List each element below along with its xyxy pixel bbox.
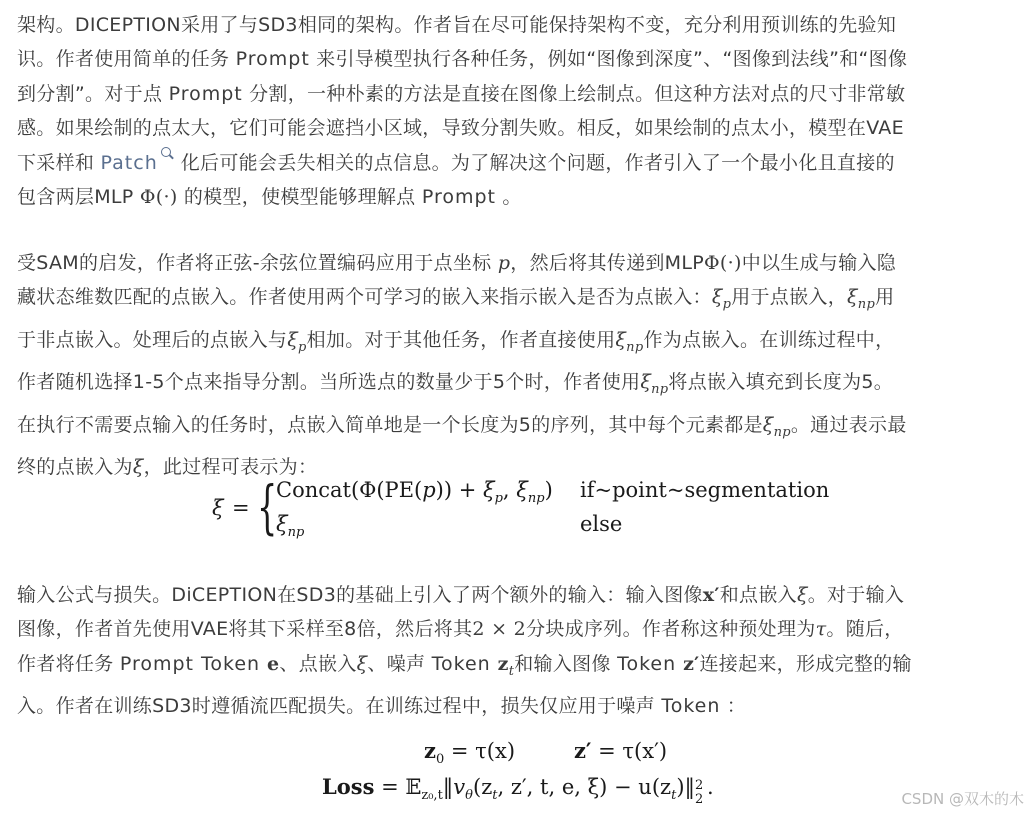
text-span: 。对于输入 [807,584,905,606]
text-span: 。随后， [826,618,904,641]
text-span: 下采样和 [17,151,101,174]
text-span: 输入公式与损失。DiCEPTION在SD3的基础上引入了两个额外的输入：输入图像 [17,584,703,606]
text-line [17,578,1012,612]
eq-loss-line [322,774,714,807]
eq-sub: 0 [435,752,445,767]
text-span: ： [720,695,747,718]
eq-lhs: ξ [212,496,224,520]
text-span: 化后可能会丢失相关的点信息。为了解决这个问题，作者引入了一个最小化且直接的 [180,151,895,174]
eq-text: )) + [435,478,484,502]
eq-text: ) [544,478,553,502]
math-p: p [497,252,511,274]
prompt-term: Prompt [235,48,310,71]
eq-text: )‖ [676,775,696,799]
left-brace-icon: { [257,473,278,541]
math-xi: ξ [847,286,858,309]
text-span: 入。作者在训练SD3时遵循流匹配损失。在训练过程中，损失仅应用于噪声 [17,695,662,718]
text-span: 图像，作者首先使用VAE将其下采样至8倍，然后将其 [17,618,473,641]
eq-sup: 2 [695,778,704,793]
text-span: 架构。DICEPTION采用了与SD3相同的架构。作者旨在尽可能保持架构不变，充分利用预训练的先验知 [17,14,897,36]
text-span: 。通过表示最 [790,413,907,436]
text-span: 作者将任务 [17,652,120,675]
math-sub: p [722,297,732,313]
eq-p: p [422,478,436,502]
eq-text: , z′, t, e, ξ) − u(z [497,775,672,799]
search-icon[interactable] [161,147,171,157]
csdn-watermark: CSDN @双木的木 [901,790,1024,808]
text-line [17,111,1012,145]
eq-z0 [424,738,515,767]
text-span: 、点嵌入 [279,652,357,675]
text-line [17,365,1012,407]
paragraph-input-loss [17,578,1012,724]
text-line [17,612,1012,646]
eq-case-2 [276,512,304,540]
text-span: ，此过程可表示为： [143,456,318,479]
eq-xi: ξ [516,478,528,502]
eq-text: = τ(x′) [591,739,668,763]
phi-math: Φ(·) [704,252,742,274]
eq-xi: ξ [276,512,288,536]
eq-sign: = [232,496,250,520]
text-span: 藏状态维数匹配的点嵌入。作者使用两个可学习的嵌入来指示嵌入是否为点嵌入： [17,286,712,309]
text-span: 的模型，使模型能够理解点 [177,186,422,209]
eq-z: z [424,738,436,763]
text-line [17,180,1012,214]
text-span: 相加。对于其他任务，作者直接使用 [306,328,616,351]
math-tau: τ [815,618,827,641]
equation-loss [322,738,782,813]
eq-text: (z [473,775,493,799]
text-line [17,246,1012,280]
text-span: 用 [875,286,895,309]
math-sub: p [297,339,307,355]
token-term: Token [617,652,677,675]
token-term: Token [431,652,491,675]
text-span: 。 [496,186,522,209]
eq-text: , [502,478,517,502]
equation-point-embedding [212,472,852,552]
math-xi: ξ [711,286,723,309]
eq-sub: z₀,t [421,788,443,803]
eq-text: . [707,775,714,799]
prompt-term: Prompt [421,186,496,209]
text-span: 、噪声 [367,652,432,675]
text-span: 分块成序列。作者称这种预处理为 [526,618,816,641]
text-line [17,42,1012,76]
math-xi: ξ [615,328,627,351]
math-xi: ξ [132,456,144,479]
eq-sub: p [494,491,503,506]
text-span: 到分割”。对于点 [17,82,169,105]
text-line [17,146,1012,180]
text-span: 作为点嵌入。在训练过程中， [643,328,895,351]
eq-xi: ξ [483,478,495,502]
text-line [17,77,1012,111]
eq-sub: np [287,525,305,540]
math-sub: t [508,663,515,679]
text-line [17,8,1012,42]
math-sub: np [626,339,644,355]
eq-text: = τ(x) [444,739,516,763]
math-xi: ξ [796,584,808,606]
text-span: 包含两层MLP [17,186,140,209]
text-span: 感。如果绘制的点太大，它们可能会遮挡小区域，导致分割失败。相反，如果绘制的点太小，模型在VAE [17,117,904,140]
text-line [17,323,1012,365]
math-x-prime: x′ [702,584,720,606]
math-z-prime: z′ [676,652,700,675]
text-line [17,408,1012,450]
text-span: 识。作者使用简单的任务 [17,48,236,71]
text-span: 将点嵌入填充到长度为5。 [668,371,894,394]
math-sub: np [857,297,876,313]
math-sub: np [773,424,791,440]
text-span: 和点嵌入 [719,584,797,606]
eq-sub: θ [465,788,473,803]
text-span: 作者随机选择1-5个点来指导分割。当所选点的数量少于5个时，作者使用 [17,371,641,394]
eq-text: Concat(Φ(PE( [276,478,423,502]
text-line [17,689,1012,723]
text-span: 用于点嵌入， [731,286,848,309]
text-span: 于非点嵌入。处理后的点嵌入与 [17,328,288,351]
text-line [17,647,1012,689]
math-xi: ξ [287,328,298,351]
text-span: 和输入图像 [514,652,618,675]
patch-search-link[interactable]: Patch [100,151,158,174]
math-z: z [490,652,509,675]
eq-text: = 𝔼 [374,775,422,799]
eq-condition-2: else [580,512,623,536]
eq-loss-label: Loss [322,774,375,799]
math-xi: ξ [640,371,652,394]
eq-text: ‖v [442,775,466,799]
phi-math: Φ(·) [139,186,178,209]
text-span: 连接起来，形成完整的输 [699,652,912,675]
text-span: 受SAM的启发，作者将正弦-余弦位置编码应用于点坐标 [17,252,498,274]
eq-z-prime: z′ [574,738,592,763]
prompt-token-term: Prompt Token [119,652,261,675]
eq-sub: t [671,788,677,803]
eq-case-1 [276,478,553,506]
math-xi: ξ [356,652,368,675]
paragraph-architecture [17,8,1012,214]
text-span: 中以生成与输入隐 [741,252,897,274]
math-e: e [260,652,280,675]
text-span: 来引导模型执行各种任务，例如“图像到深度”、“图像到法线”和“图像 [309,48,908,71]
text-span: 在执行不需要点输入的任务时，点嵌入简单地是一个长度为5的序列，其中每个元素都是 [17,413,763,436]
eq-sub: 2 [695,792,704,807]
text-span: 分割，一种朴素的方法是直接在图像上绘制点。但这种方法对点的尺寸非常敏 [242,82,906,105]
math-xi: ξ [762,413,774,436]
text-span: 终的点嵌入为 [17,456,133,479]
math-2x2: 2 × 2 [472,618,527,641]
eq-condition-1: if~point~segmentation [580,478,830,502]
token-term: Token [661,695,721,718]
eq-sub: np [527,491,545,506]
paragraph-point-embedding [17,246,1012,484]
eq-sub: t [492,788,498,803]
text-span: ，然后将其传递到MLP [510,252,705,274]
eq-zprime [574,738,667,763]
prompt-term: Prompt [168,82,243,105]
text-line [17,280,1012,322]
math-sub: np [651,382,669,398]
